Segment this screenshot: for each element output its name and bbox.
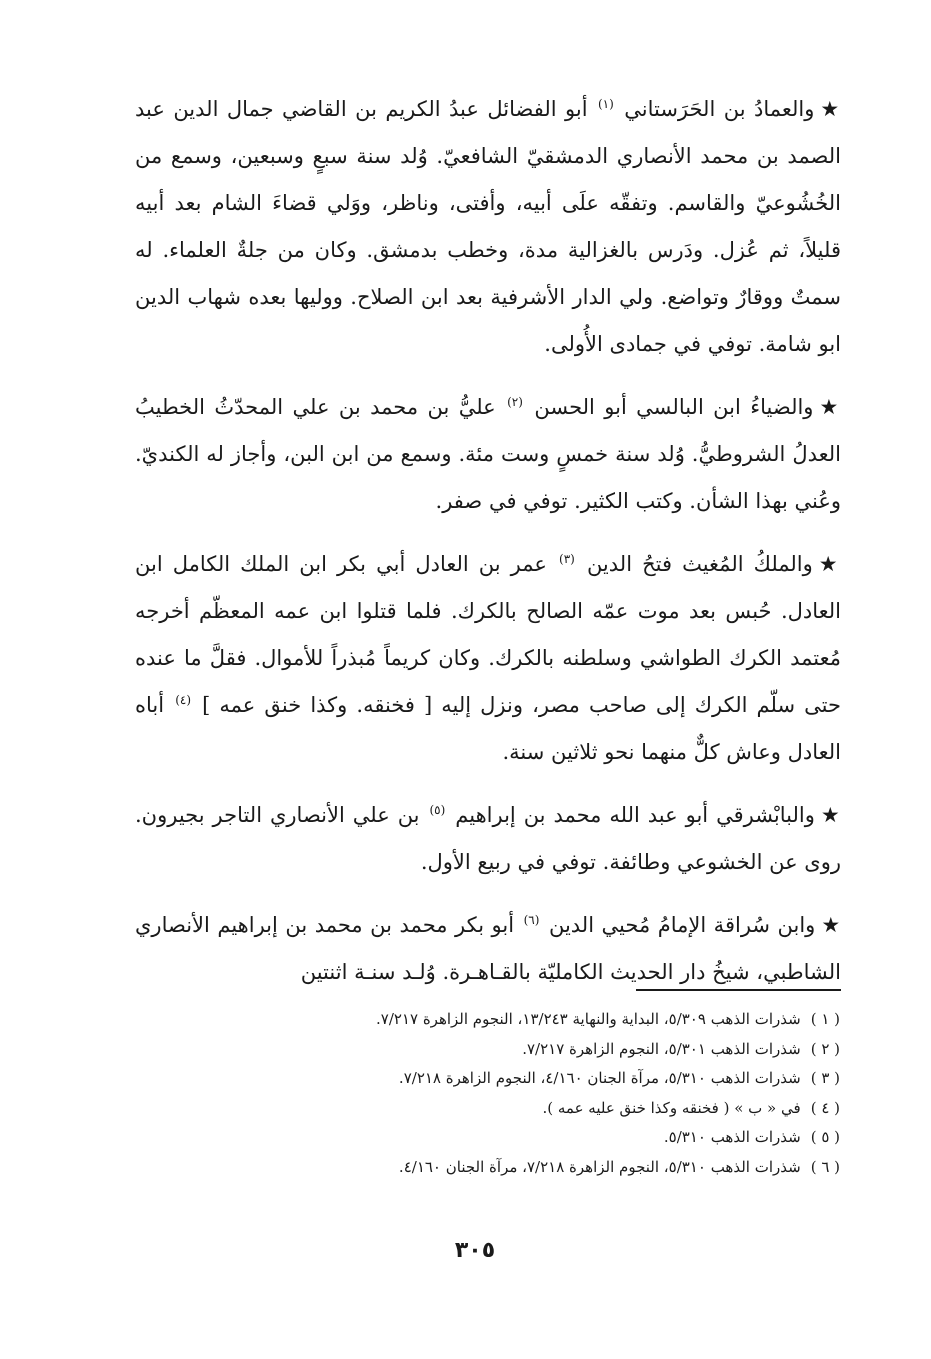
footnote-item xyxy=(250,1064,840,1094)
footnote-ref: (٣) xyxy=(559,552,575,566)
entry-al-balisi xyxy=(135,384,841,525)
footnote-number: ( ٦ ) xyxy=(810,1157,840,1176)
footnote-number: ( ٤ ) xyxy=(810,1098,840,1117)
footnote-ref: (٤) xyxy=(175,693,192,707)
entry-text: والملكُ المُغيث فتحُ الدين xyxy=(586,552,813,576)
star-marker: ★ xyxy=(818,552,842,576)
footnote-item xyxy=(250,1094,840,1124)
entry-text: أبو الفضائل عبدُ الكريم بن القاضي جمال الدين عبد الصمد بن محمد الأنصاري الدمشقيّ الشافعيّ. وُلد سنة سبعٍ وسبعين، وسمع من الخُشُوعيّ والقاسم. وتفقّه علَى أبيه، وأفتى، وناظر، ووَلي قضاءَ الشام بعد أبيه قليلاً، ثم عُزل. ودَرس بالغزالية مدة، وخطب بدمشق. وكان من جلةٌ العلماء. له سمتٌ ووقارٌ وتواضع. ولي الدار الأشرفية بعد ابن الصلاح. ووليها بعده شهاب الدين ابو شامة. توفي في جمادى الأُولى. xyxy=(135,97,841,356)
entry-text: أبو بكر محمد بن محمد بن إبراهيم الأنصاري الشاطبي، شيخُ دار الحديث الكامليّة بالقـاهـرة. وُلـد سنـة اثنتين xyxy=(135,913,841,984)
footnote-number: ( ٥ ) xyxy=(810,1128,840,1147)
footnote-number: ( ٣ ) xyxy=(810,1069,840,1088)
star-marker: ★ xyxy=(819,395,842,419)
footnote-ref: (٥) xyxy=(429,803,446,817)
entry-al-hurastani xyxy=(135,86,841,368)
entry-text: عمر بن العادل أبي بكر ابن الملك الكامل ابن العادل. حُبس بعد موت عمّه الصالح بالكرك. فلما قتلوا ابن عمه المعظّم أخرجه مُعتمد الكرك الطواشي وسلطنه بالكرك. وكان كريماً مُبذراً للأموال. فقلَّ ما عنده حتى سلّم الكرك إلى صاحب مصر، ونزل إليه [ فخنقه. وكذا خنق عمه ] xyxy=(135,552,841,717)
page-number: ٣٠٥ xyxy=(454,1238,496,1263)
footnotes xyxy=(250,1005,840,1183)
footnote-ref: (٢) xyxy=(507,395,523,409)
entry-text: عليُّ بن محمد بن علي المحدّثُ الخطيبُ العدلُ الشروطيُّ. وُلد سنة خمسٍ وست مئة. وسمع من ابن البن، وأجاز له الكنديّ. وعُني بهذا الشأن. وكتب الكثير. توفي في صفر. xyxy=(135,395,841,513)
footnote-item xyxy=(250,1035,840,1065)
entry-text: والضياءُ ابن البالسي أبو الحسن xyxy=(534,395,814,419)
footnote-text: في « ب » ( فخنقه وكذا خنق عليه عمه ). xyxy=(542,1098,801,1117)
entry-text: والبابْشرقي أبو عبد الله محمد بن إبراهيم xyxy=(455,803,815,827)
footnote-ref: (٦) xyxy=(523,913,540,927)
entry-text: وابن سُراقة الإمامُ مُحيي الدين xyxy=(548,913,816,937)
footnote-item xyxy=(250,1005,840,1035)
entry-text: بن علي الأنصاري التاجر بجيرون. روى عن الخشوعي وطائفة. توفي في ربيع الأول. xyxy=(135,803,841,874)
footnote-item xyxy=(250,1153,840,1183)
entry-al-mughith xyxy=(135,541,841,776)
star-marker: ★ xyxy=(820,97,841,121)
entry-text: والعمادُ بن الحَرَستاني xyxy=(624,97,815,121)
entry-text: أباه العادل وعاش كلٌّ منهما نحو ثلاثين سنة. xyxy=(135,693,841,764)
footnote-item xyxy=(250,1123,840,1153)
footnote-text: شذرات الذهب ٥/٣١٠. xyxy=(663,1128,801,1147)
footnote-ref: (١) xyxy=(597,97,614,111)
footnote-number: ( ١ ) xyxy=(810,1010,840,1028)
star-marker: ★ xyxy=(821,913,841,937)
entry-al-babshurqi xyxy=(135,792,841,886)
footnote-text: شذرات الذهب ٥/٣١٠، مرآة الجنان ٤/١٦٠، النجوم الزاهرة ٧/٢١٨. xyxy=(398,1069,801,1088)
footnote-divider xyxy=(636,989,841,991)
footnote-text: شذرات الذهب ٥/٣١٠، النجوم الزاهرة ٧/٢١٨، مرآة الجنان ٤/١٦٠. xyxy=(398,1157,801,1176)
footnote-text: شذرات الذهب ٥/٣٠١، النجوم الزاهرة ٧/٢١٧. xyxy=(522,1039,801,1058)
footnote-text: شذرات الذهب ٥/٣٠٩، البداية والنهاية ١٣/٢٤٣، النجوم الزاهرة ٧/٢١٧. xyxy=(375,1010,801,1028)
entry-ibn-suraqa xyxy=(135,902,841,996)
star-marker: ★ xyxy=(820,803,841,827)
footnote-number: ( ٢ ) xyxy=(810,1039,840,1058)
biography-entries xyxy=(135,86,841,996)
